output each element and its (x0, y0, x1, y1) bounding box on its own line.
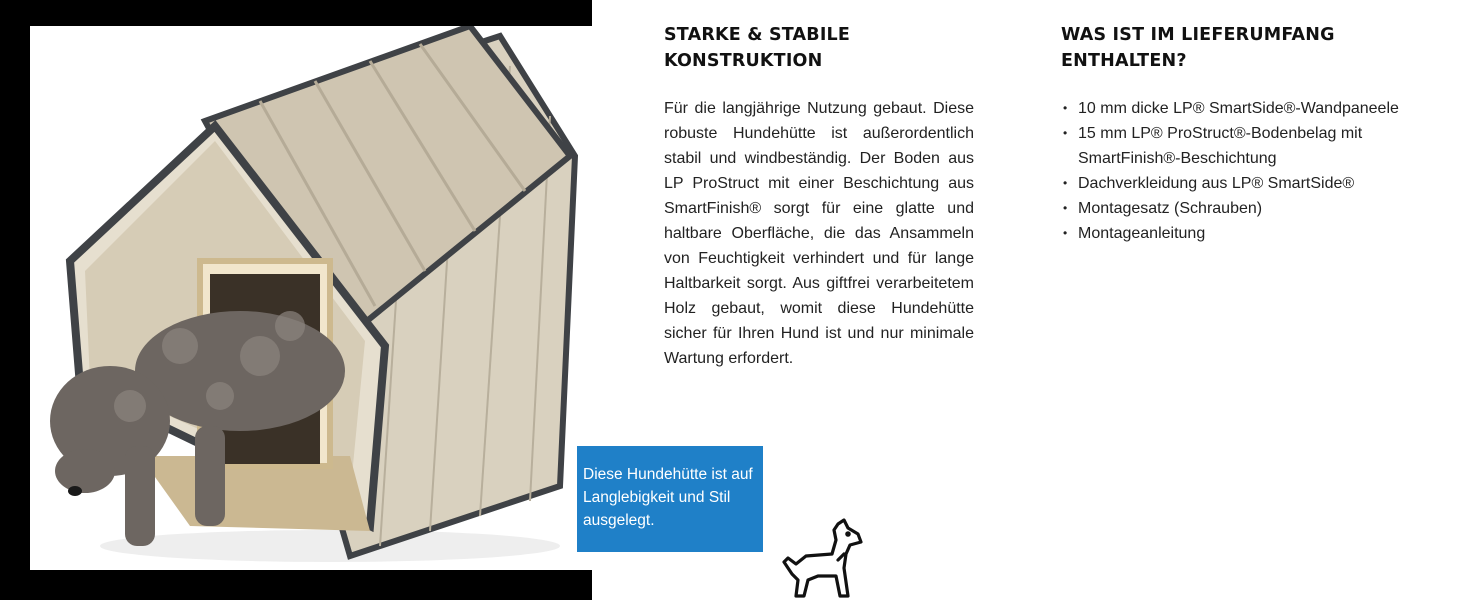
callout-text: Diese Hundehütte ist auf Langlebigkeit und Stil ausgelegt. (583, 466, 753, 529)
callout-box (577, 446, 763, 552)
list-item: • 10 mm dicke LP® SmartSide®-Wandpaneele (1078, 96, 1421, 121)
photo-frame (0, 0, 592, 600)
construction-section (664, 22, 974, 371)
list-item: • 15 mm LP® ProStruct®-Bodenbelag mit SmartFinish®-Beschichtung (1078, 121, 1421, 171)
construction-body: Für die langjährige Nutzung gebaut. Diese robuste Hundehütte ist außerordentlich stabil und windbeständig. Der Boden aus LP ProStruct mit einer Beschichtung aus SmartFinish® sorgt für eine glatte und haltbare Oberfläche, die das Ansammeln von Feuchtigkeit verhindert und für lange Haltbarkeit sorgt. Aus giftfrei verarbeitetem Holz gebaut, womit diese Hundehütte sicher für Ihren Hund ist und nur minimale Wartung erfordert. (664, 100, 974, 367)
delivery-contents-section (1061, 22, 1421, 246)
list-item: • Montagesatz (Schrauben) (1078, 196, 1421, 221)
dog-icon (778, 518, 864, 600)
list-item: • Dachverkleidung aus LP® SmartSide® (1078, 171, 1421, 196)
list-item: • Montageanleitung (1078, 221, 1421, 246)
delivery-contents-list (1061, 96, 1421, 246)
product-photo-doghouse (30, 26, 592, 570)
delivery-contents-heading: WAS IST IM LIEFERUMFANG ENTHALTEN? (1061, 25, 1335, 71)
construction-heading: STARKE & STABILE KONSTRUKTION (664, 25, 851, 71)
